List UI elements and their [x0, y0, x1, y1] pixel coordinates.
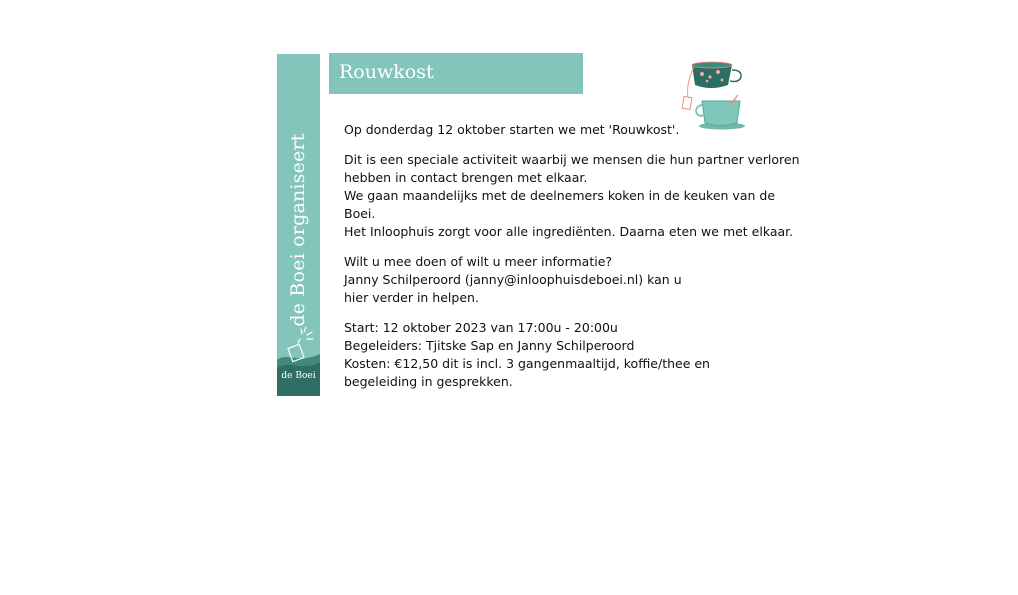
title-banner — [329, 53, 583, 94]
description-line: hebben in contact brengen met elkaar. — [344, 170, 588, 185]
details-paragraph — [344, 319, 784, 391]
boei-logo-icon — [286, 326, 314, 368]
intro-paragraph — [344, 121, 784, 139]
description-paragraph — [344, 151, 800, 241]
details-line: begeleiding in gesprekken. — [344, 374, 513, 389]
info-line: Wilt u mee doen of wilt u meer informatie? — [344, 254, 613, 269]
description-line: Boei. — [344, 206, 376, 221]
info-line: hier verder in helpen. — [344, 290, 479, 305]
info-line: Janny Schilperoord (janny@inloophuisdeboei.nl) kan u — [344, 272, 682, 287]
intro-line: Op donderdag 12 oktober starten we met 'Rouwkost'. — [344, 122, 680, 137]
boei-logo-text: de Boei — [281, 371, 316, 381]
details-line: Start: 12 oktober 2023 van 17:00u - 20:00u — [344, 320, 618, 335]
details-line: Begeleiders: Tjitske Sap en Janny Schilperoord — [344, 338, 635, 353]
article-body — [344, 121, 800, 403]
sidebar-banner — [277, 54, 320, 396]
description-line: Dit is een speciale activiteit waarbij we mensen die hun partner verloren — [344, 152, 800, 167]
description-line: Het Inloophuis zorgt voor alle ingrediënten. Daarna eten we met elkaar. — [344, 224, 794, 239]
details-line: Kosten: €12,50 dit is incl. 3 gangenmaaltijd, koffie/thee en — [344, 356, 710, 371]
info-paragraph — [344, 253, 784, 307]
sidebar-vertical-text: de Boei organiseert — [287, 133, 309, 327]
description-line: We gaan maandelijks met de deelnemers koken in de keuken van de — [344, 188, 776, 203]
page-title: Rouwkost — [339, 61, 434, 83]
